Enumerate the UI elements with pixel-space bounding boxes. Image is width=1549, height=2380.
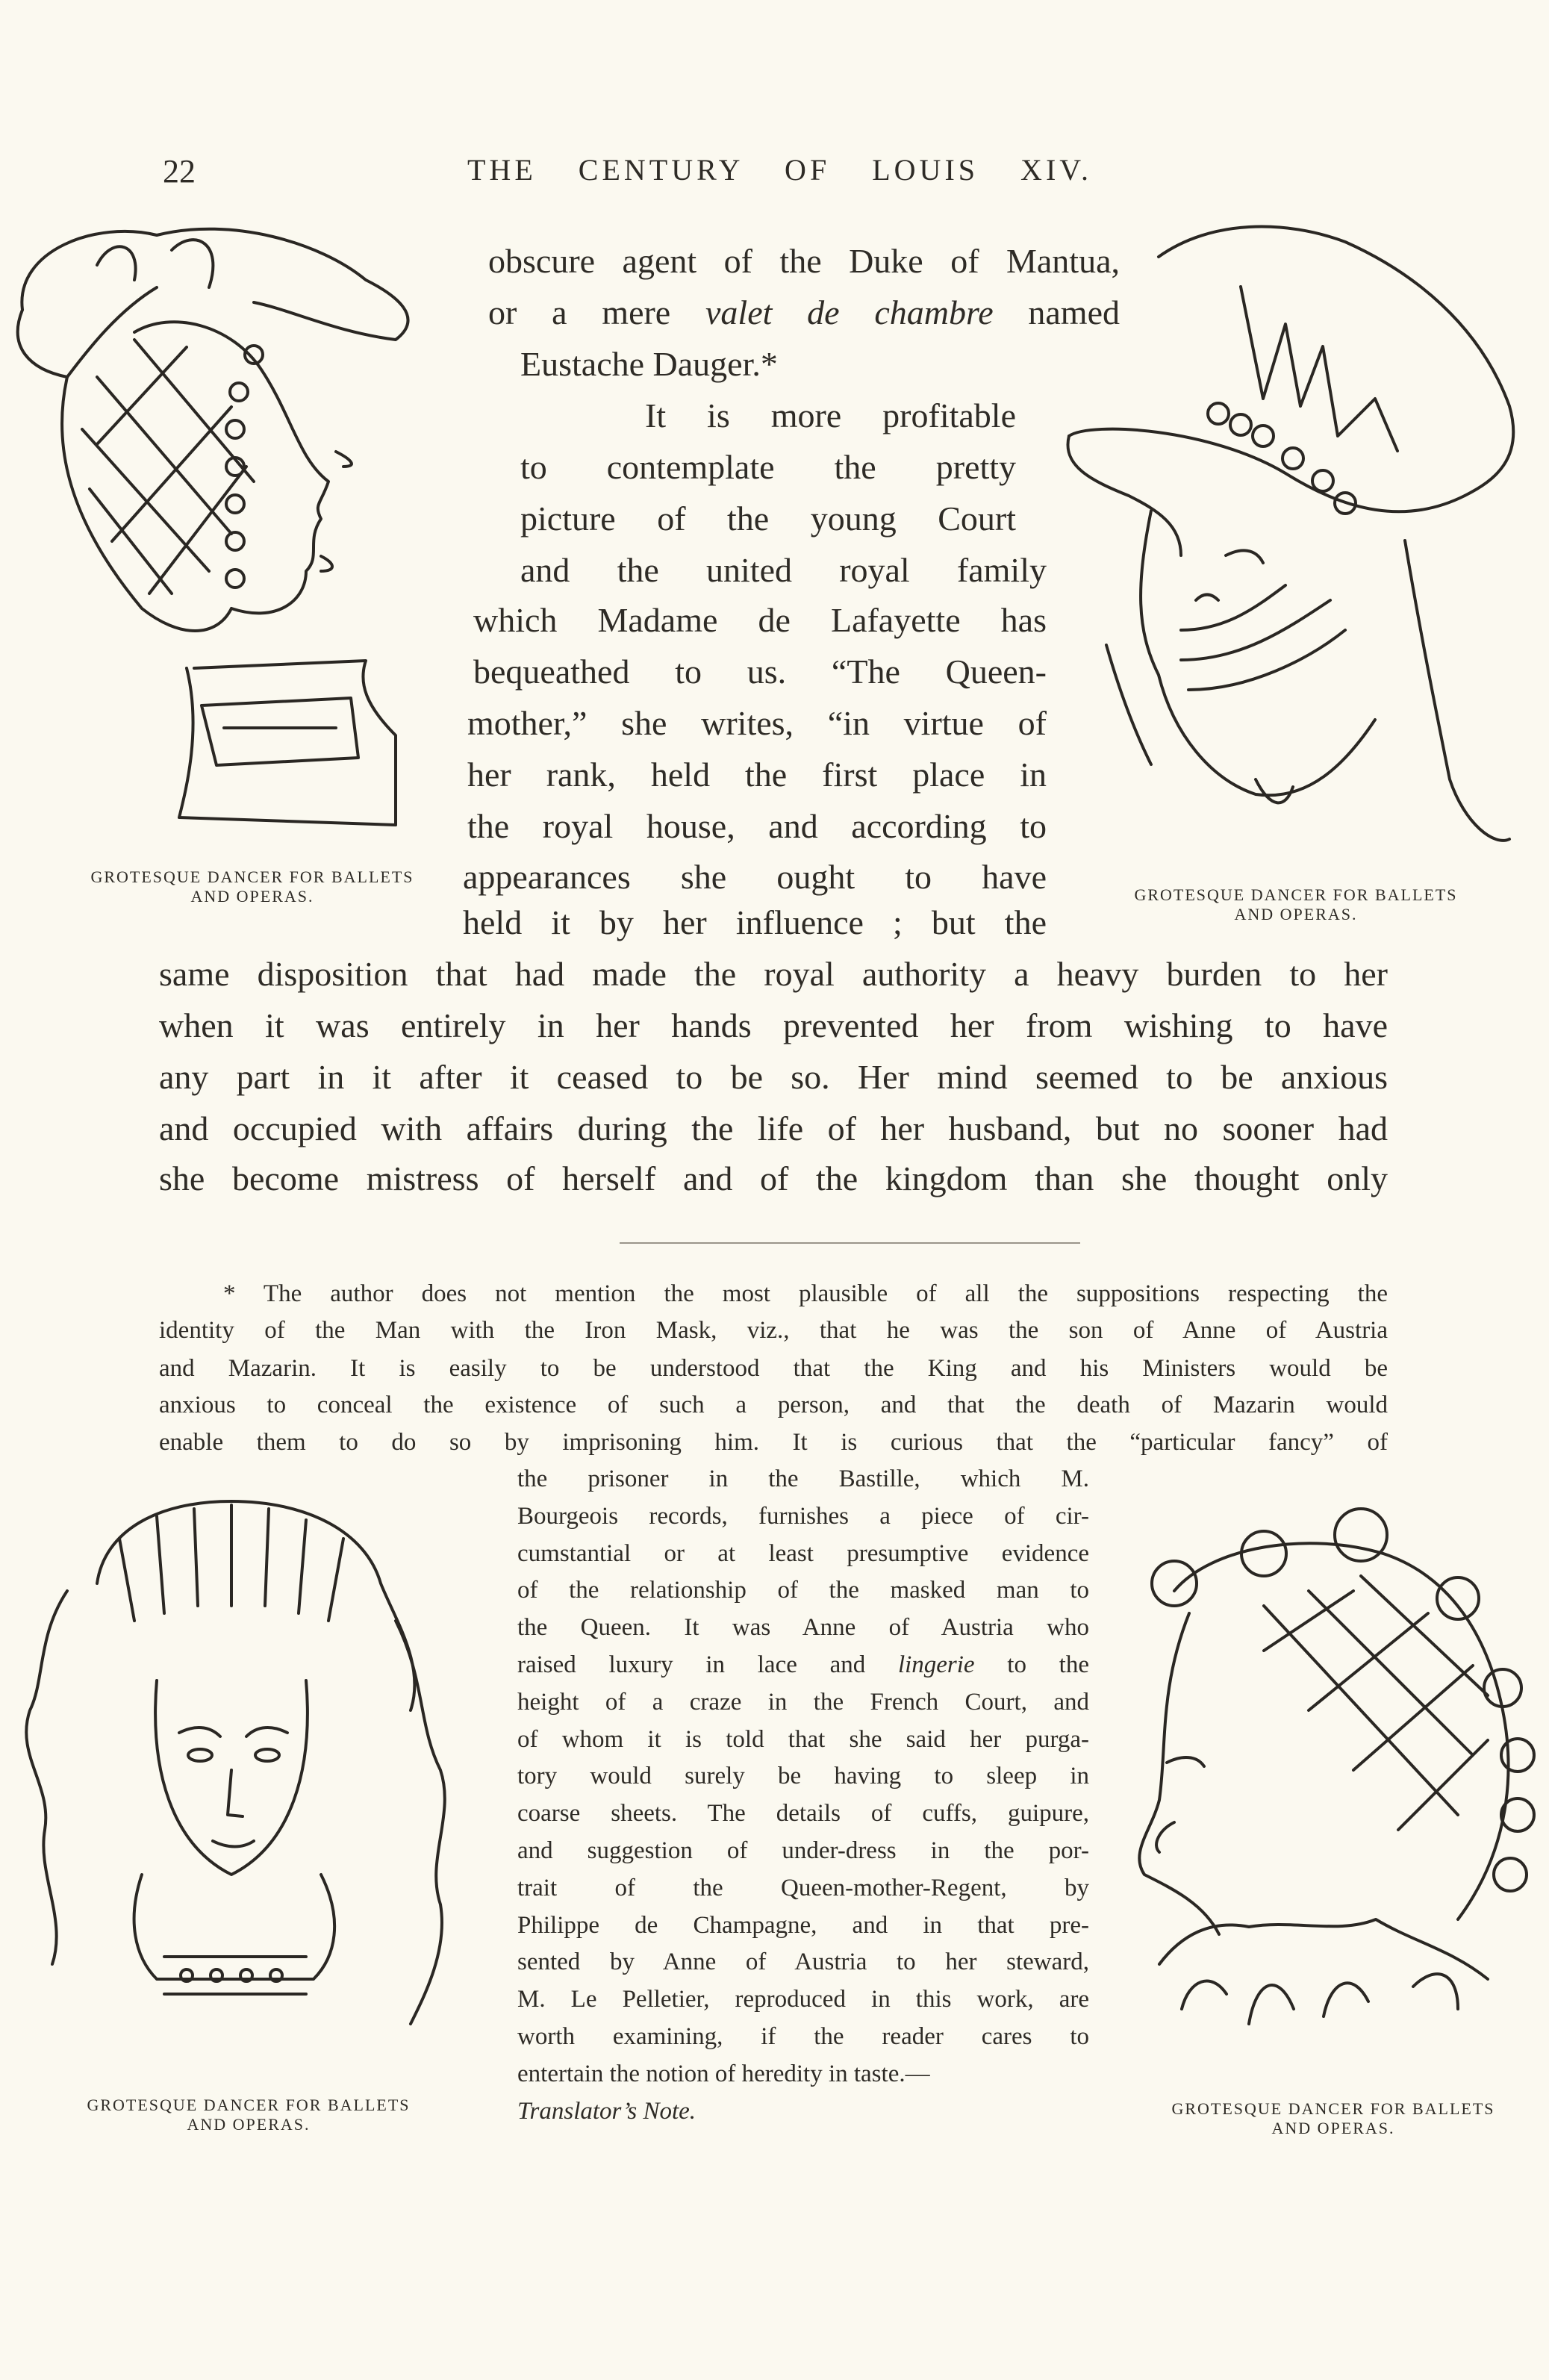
body-line (520, 446, 1016, 488)
text-run: of whom it is told that she said her purga- (517, 1725, 1089, 1753)
text-run: entertain the notion of heredity in taste.— (517, 2060, 930, 2087)
text-run: her rank, held the first place in (467, 756, 1047, 794)
text-run: sented by Anne of Austria to her steward, (517, 1948, 1089, 1976)
caption-bottom-left (72, 2096, 426, 2134)
footnote-line (517, 2020, 1089, 2053)
footnote-line (517, 1760, 1089, 1792)
body-line (488, 292, 1120, 334)
footnote-line (517, 1648, 1089, 1681)
grotesque-dancer-illustration-bottom-left (7, 1471, 463, 2086)
caption-line: GROTESQUE DANCER FOR BALLETS (87, 2096, 411, 2114)
footnote-line (517, 1723, 1089, 1756)
body-line (463, 856, 1047, 898)
text-run: same disposition that had made the royal authority a heavy burden to her (159, 955, 1388, 993)
body-line (467, 703, 1047, 744)
body-line (520, 549, 1047, 591)
caption-line: GROTESQUE DANCER FOR BALLETS (90, 867, 414, 886)
text-run: enable them to do so by imprisoning him. It is curious that the “particular fancy” of (159, 1429, 1388, 1456)
text-run: bequeathed to us. “The Queen- (473, 652, 1047, 691)
italic-run: lingerie (897, 1651, 975, 1678)
text-run: raised luxury in lace and (517, 1651, 898, 1678)
body-line (645, 395, 1016, 437)
text-run: which Madame de Lafayette has (473, 601, 1047, 639)
text-run: when it was entirely in her hands prevented her from wishing to have (159, 1006, 1388, 1044)
footnote-line (159, 1314, 1388, 1347)
footnote-divider (620, 1242, 1080, 1244)
caption-top-left (76, 867, 428, 906)
text-run: and Mazarin. It is easily to be understood that the King and his Ministers would be (159, 1355, 1388, 1382)
text-run: named (993, 293, 1120, 331)
body-line (488, 240, 1120, 282)
text-run: obscure agent of the Duke of Mantua, (488, 242, 1120, 280)
text-run: and the united royal family (520, 551, 1047, 589)
body-line (520, 498, 1016, 540)
caption-bottom-right (1156, 2099, 1511, 2138)
body-line (467, 754, 1047, 796)
grotesque-dancer-illustration-bottom-right (1115, 1501, 1539, 2078)
text-run: Philippe de Champagne, and in that pre- (517, 1911, 1089, 1939)
text-run: trait of the Queen-mother-Regent, by (517, 1874, 1089, 1901)
caption-top-right (1120, 885, 1472, 924)
text-run: coarse sheets. The details of cuffs, guipure, (517, 1800, 1089, 1828)
text-run: and occupied with affairs during the life of her husband, but no sooner had (159, 1109, 1388, 1147)
footnote-line (159, 1352, 1388, 1385)
footnote-line (517, 1983, 1089, 2016)
text-run: the royal house, and according to (467, 807, 1047, 845)
text-run: to contemplate the pretty (520, 448, 1016, 486)
text-run: worth examining, if the reader cares to (517, 2023, 1089, 2050)
footnote-line (517, 2095, 696, 2128)
page-number: 22 (163, 153, 196, 190)
footnote-line (517, 1872, 1089, 1904)
footnote-line (223, 1277, 1388, 1310)
footnote-line (159, 1426, 1388, 1459)
text-run: height of a craze in the French Court, and (517, 1688, 1089, 1716)
body-line (159, 1108, 1388, 1150)
footnote-line (517, 1500, 1089, 1533)
text-run: held it by her influence ; but the (463, 903, 1047, 941)
caption-line: AND OPERAS. (190, 887, 314, 906)
caption-line: AND OPERAS. (1271, 2119, 1395, 2137)
text-run: any part in it after it ceased to be so. Her mind seemed to be anxious (159, 1058, 1388, 1096)
footnote-line (517, 1537, 1089, 1570)
caption-line: GROTESQUE DANCER FOR BALLETS (1171, 2099, 1495, 2118)
body-line (520, 343, 778, 385)
body-line (467, 806, 1047, 847)
caption-line: GROTESQUE DANCER FOR BALLETS (1134, 885, 1458, 904)
body-line (159, 1056, 1388, 1098)
footnote-line (159, 1389, 1388, 1421)
body-line (159, 953, 1388, 995)
text-run: and suggestion of under-dress in the por- (517, 1837, 1089, 1864)
grotesque-dancer-illustration-top-right (1062, 212, 1532, 857)
text-run: * The author does not mention the most plausible of all the suppositions respecting the (223, 1280, 1388, 1307)
text-run: tory would surely be having to sleep in (517, 1763, 1089, 1790)
text-run: picture of the young Court (520, 499, 1016, 538)
text-run: she become mistress of herself and of the kingdom than she thought only (159, 1159, 1388, 1197)
text-run: or a mere (488, 293, 705, 331)
text-run: M. Le Pelletier, reproduced in this work, are (517, 1986, 1089, 2013)
body-line (463, 902, 1047, 944)
footnote-line (517, 1611, 1089, 1644)
body-line (473, 651, 1047, 693)
text-run: mother,” she writes, “in virtue of (467, 704, 1047, 742)
body-line (159, 1005, 1388, 1047)
body-line (473, 599, 1047, 641)
text-run: appearances she ought to have (463, 858, 1047, 896)
italic-run: Translator’s Note. (517, 2097, 696, 2125)
footnote-line (517, 1797, 1089, 1830)
footnote-line (517, 1574, 1089, 1607)
footnote-line (517, 2057, 930, 2090)
footnote-line (517, 1834, 1089, 1867)
caption-line: AND OPERAS. (1234, 905, 1358, 923)
text-run: anxious to conceal the existence of such a person, and that the death of Mazarin would (159, 1392, 1388, 1418)
footnote-line (517, 1686, 1089, 1719)
text-run: Bourgeois records, furnishes a piece of cir- (517, 1502, 1089, 1530)
footnote-line (517, 1946, 1089, 1978)
italic-run: valet de chambre (705, 293, 994, 331)
text-run: It is more profitable (645, 396, 1016, 434)
text-run: Eustache Dauger.* (520, 345, 778, 383)
text-run: to the (974, 1651, 1089, 1678)
text-run: identity of the Man with the Iron Mask, viz., that he was the son of Anne of Austria (159, 1317, 1388, 1344)
text-run: the prisoner in the Bastille, which M. (517, 1465, 1089, 1492)
grotesque-dancer-illustration-top-left (7, 220, 411, 835)
footnote-line (517, 1462, 1089, 1495)
text-run: of the relationship of the masked man to (517, 1577, 1089, 1604)
caption-line: AND OPERAS. (187, 2115, 311, 2134)
body-line (159, 1158, 1388, 1200)
running-title: THE CENTURY OF LOUIS XIV. (467, 153, 1092, 187)
text-run: the Queen. It was Anne of Austria who (517, 1614, 1089, 1642)
footnote-line (517, 1909, 1089, 1942)
text-run: cumstantial or at least presumptive evidence (517, 1539, 1089, 1567)
